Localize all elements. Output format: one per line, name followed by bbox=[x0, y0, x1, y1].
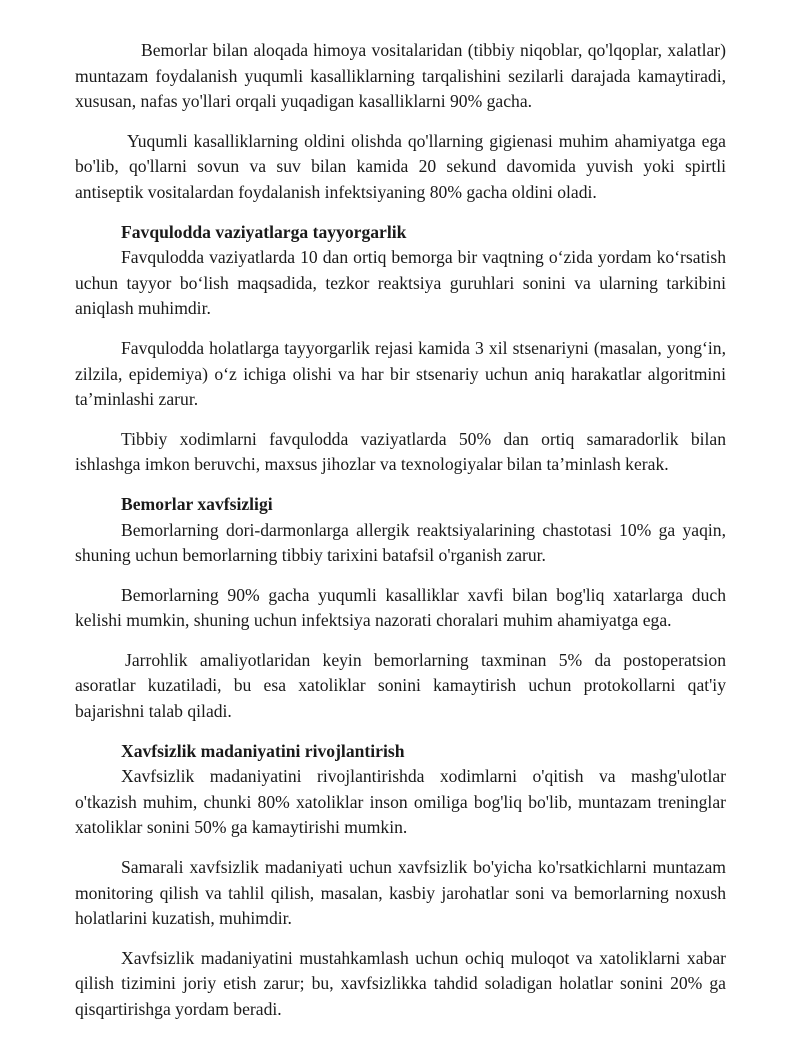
paragraph-emergency-plan: Favqulodda holatlarga tayyorgarlik rejasi kamida 3 xil stsenariyni (masalan, yong‘in, zilzila, epidemiya) o‘z ichiga olishi va har bir stsenariy uchun aniq harakatlar algoritmini ta’minlashi zarur. bbox=[75, 337, 726, 410]
heading-patient-safety: Bemorlar xavfsizligi bbox=[121, 493, 273, 514]
paragraph-error-reporting: Xavfsizlik madaniyatini mustahkamlash uchun ochiq muloqot va xatoliklarni xabar qilish tizimini joriy etish zarur; bu, xavfsizlikka tahdid soladigan holatlar sonini 20% ga qisqartirishga yordam beradi. bbox=[75, 947, 726, 1019]
heading-emergency-preparedness: Favqulodda vaziyatlarga tayyorgarlik bbox=[121, 221, 407, 242]
paragraph-allergic-reactions: Bemorlarning dori-darmonlarga allergik reaktsiyalarining chastotasi 10% ga yaqin, shuning uchun bemorlarning tibbiy tarixini batafsil o'rganish zarur. bbox=[75, 519, 726, 566]
paragraph-staff-equipment: Tibbiy xodimlarni favqulodda vaziyatlarda 50% dan ortiq samaradorlik bilan ishlashga imkon beruvchi, maxsus jihozlar va texnologiyalar bilan ta’minlash kerak. bbox=[75, 428, 726, 475]
paragraph-rapid-response: Favqulodda vaziyatlarda 10 dan ortiq bemorga bir vaqtning o‘zida yordam ko‘rsatish uchun tayyor bo‘lish maqsadida, tezkor reaktsiya guruhlari sonini va ularning tarkibini aniqlash muhimdir. bbox=[75, 247, 726, 319]
paragraph-hand-hygiene: Yuqumli kasalliklarning oldini olishda qo'llarning gigienasi muhim ahamiyatga ega bo'lib, qo'llarni sovun va suv bilan kamida 20 sekund davomida yuvish yoki spirtli antiseptik vositalardan foydalanish infektsiyaning 80% gacha oldini oladi. bbox=[75, 130, 726, 202]
paragraph-postoperative-complications: Jarrohlik amaliyotlaridan keyin bemorlarning taxminan 5% da postoperatsion asoratlar kuzatiladi, bu esa xatoliklar sonini kamaytirish uchun protokollarni qat'iy bajarishni talab qiladi. bbox=[75, 649, 726, 722]
paragraph-protective-equipment: Bemorlar bilan aloqada himoya vositalaridan (tibbiy niqoblar, qo'lqoplar, xalatlar) muntazam foydalanish yuqumli kasalliklarning tarqalishini sezilarli darajada kamaytiradi, xususan, nafas yo'llari orqali yuqadigan kasalliklarni 90% gacha. bbox=[75, 40, 726, 112]
paragraph-safety-monitoring: Samarali xavfsizlik madaniyati uchun xavfsizlik bo'yicha ko'rsatkichlarni muntazam monitoring qilish va tahlil qilish, masalan, kasbiy jarohatlar soni va bemorlarning noxush holatlarini kuzatish, muhimdir. bbox=[75, 857, 726, 929]
document-page bbox=[75, 38, 726, 1037]
paragraph-staff-training: Xavfsizlik madaniyatini rivojlantirishda xodimlarni o'qitish va mashg'ulotlar o'tkazish muhim, chunki 80% xatoliklar inson omiliga bog'liq bo'lib, muntazam treninglar xatoliklar sonini 50% ga kamaytirishi mumkin. bbox=[75, 766, 726, 838]
heading-safety-culture: Xavfsizlik madaniyatini rivojlantirish bbox=[121, 740, 405, 761]
paragraph-infection-risk: Bemorlarning 90% gacha yuqumli kasalliklar xavfi bilan bog'liq xatarlarga duch kelishi mumkin, shuning uchun infektsiya nazorati choralari muhim ahamiyatga ega. bbox=[75, 584, 726, 631]
